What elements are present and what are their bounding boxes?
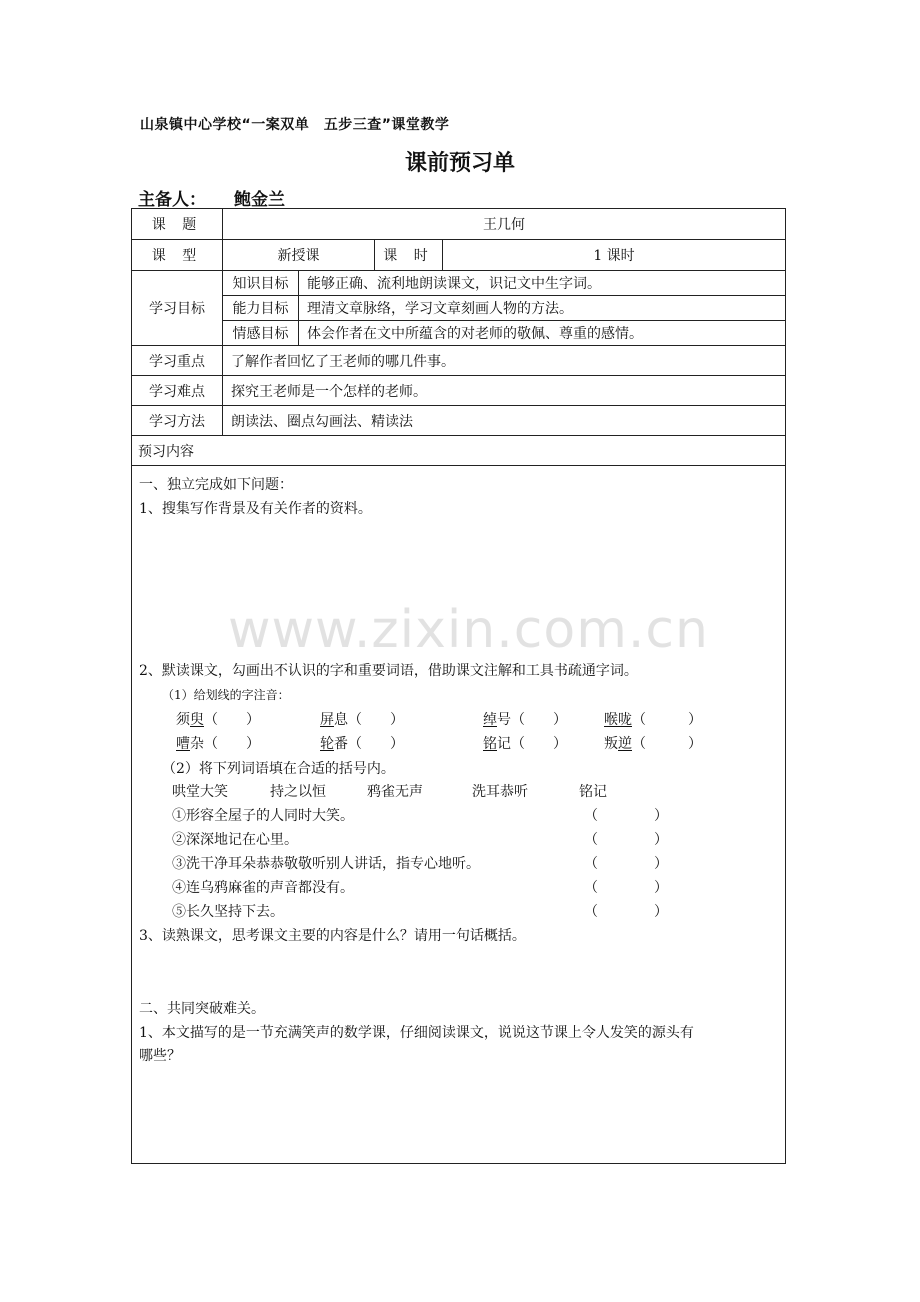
pinyin-item: 绰号（ ）	[483, 712, 567, 728]
pinyin-item: 轮番（ ）	[320, 736, 404, 752]
part1-heading: 一、独立完成如下问题：	[139, 477, 293, 493]
goals-label: 学习目标	[132, 271, 223, 346]
type-label: 课 型	[132, 240, 223, 271]
pinyin-item: 嘈杂（ ）	[176, 736, 260, 752]
q2-sub2: （2）将下列词语填在合适的括号内。	[162, 761, 395, 777]
type-value: 新授课	[223, 240, 375, 271]
goal-label: 知识目标	[223, 271, 299, 296]
word-option: 洗耳恭听	[472, 784, 528, 800]
difficulty-row	[132, 376, 786, 406]
goal-text: 体会作者在文中所蕴含的对老师的敬佩、尊重的感情。	[299, 321, 786, 346]
school-header: 山泉镇中心学校“一案双单 五步三查”课堂教学	[140, 117, 450, 133]
hours-value: 1 课时	[443, 240, 786, 271]
pinyin-item: 屏息（ ）	[320, 712, 404, 728]
goal-label: 情感目标	[223, 321, 299, 346]
word-option: 铭记	[579, 784, 607, 800]
goal-row	[132, 296, 786, 321]
content-cell	[132, 466, 786, 1164]
fill-blank: （ ）	[584, 904, 668, 920]
focus-label: 学习重点	[132, 346, 223, 376]
difficulty-label: 学习难点	[132, 376, 223, 406]
preparer-name: 鲍金兰	[234, 190, 285, 210]
topic-label: 课 题	[132, 209, 223, 240]
fill-item: ⑤长久坚持下去。	[172, 904, 284, 920]
fill-item: ①形容全屋子的人同时大笑。	[172, 808, 354, 824]
question-1: 1、搜集写作背景及有关作者的资料。	[139, 501, 372, 517]
fill-item: ③洗干净耳朵恭恭敬敬听别人讲话，指专心地听。	[172, 856, 480, 872]
fill-blank: （ ）	[584, 880, 668, 896]
goal-text: 理清文章脉络，学习文章刻画人物的方法。	[299, 296, 786, 321]
preview-table	[131, 208, 786, 1164]
pinyin-item: 喉咙（ ）	[604, 712, 702, 728]
question-3: 3、读熟课文，思考课文主要的内容是什么？请用一句话概括。	[139, 928, 526, 944]
hours-label: 课 时	[375, 240, 443, 271]
goal-row	[132, 321, 786, 346]
type-row	[132, 240, 786, 271]
goal-row	[132, 271, 786, 296]
fill-blank: （ ）	[584, 832, 668, 848]
fill-blank: （ ）	[584, 856, 668, 872]
focus-row	[132, 346, 786, 376]
word-option: 哄堂大笑	[172, 784, 228, 800]
word-option: 持之以恒	[270, 784, 326, 800]
fill-item: ②深深地记在心里。	[172, 832, 298, 848]
focus-text: 了解作者回忆了王老师的哪几件事。	[223, 346, 786, 376]
pinyin-item: 须臾（ ）	[176, 712, 260, 728]
watermark: www.zixin.com.cn	[228, 600, 709, 660]
method-label: 学习方法	[132, 406, 223, 436]
preview-row	[132, 436, 786, 466]
part2-heading: 二、共同突破难关。	[139, 1001, 265, 1017]
part2-question-1-cont: 哪些？	[139, 1048, 181, 1064]
part2-question-1: 1、本文描写的是一节充满笑声的数学课，仔细阅读课文，说说这节课上令人发笑的源头有	[139, 1025, 694, 1041]
fill-blank: （ ）	[584, 808, 668, 824]
goal-text: 能够正确、流利地朗读课文，识记文中生字词。	[299, 271, 786, 296]
topic-value: 王几何	[223, 209, 786, 240]
preparer-label: 主备人：	[138, 190, 206, 210]
difficulty-text: 探究王老师是一个怎样的老师。	[223, 376, 786, 406]
method-row	[132, 406, 786, 436]
q2-sub1: （1）给划线的字注音：	[162, 688, 290, 702]
topic-row	[132, 209, 786, 240]
preview-label: 预习内容	[132, 436, 786, 466]
preparer	[138, 185, 285, 210]
pinyin-item: 铭记（ ）	[483, 736, 567, 752]
question-2: 2、默读课文，勾画出不认识的字和重要词语，借助课文注解和工具书疏通字词。	[139, 663, 638, 679]
method-text: 朗读法、圈点勾画法、精读法	[223, 406, 786, 436]
page-title: 课前预习单	[404, 151, 515, 176]
content-row	[132, 466, 786, 1164]
goal-label: 能力目标	[223, 296, 299, 321]
word-option: 鸦雀无声	[367, 784, 423, 800]
fill-item: ④连乌鸦麻雀的声音都没有。	[172, 880, 354, 896]
pinyin-item: 叛逆（ ）	[604, 736, 702, 752]
